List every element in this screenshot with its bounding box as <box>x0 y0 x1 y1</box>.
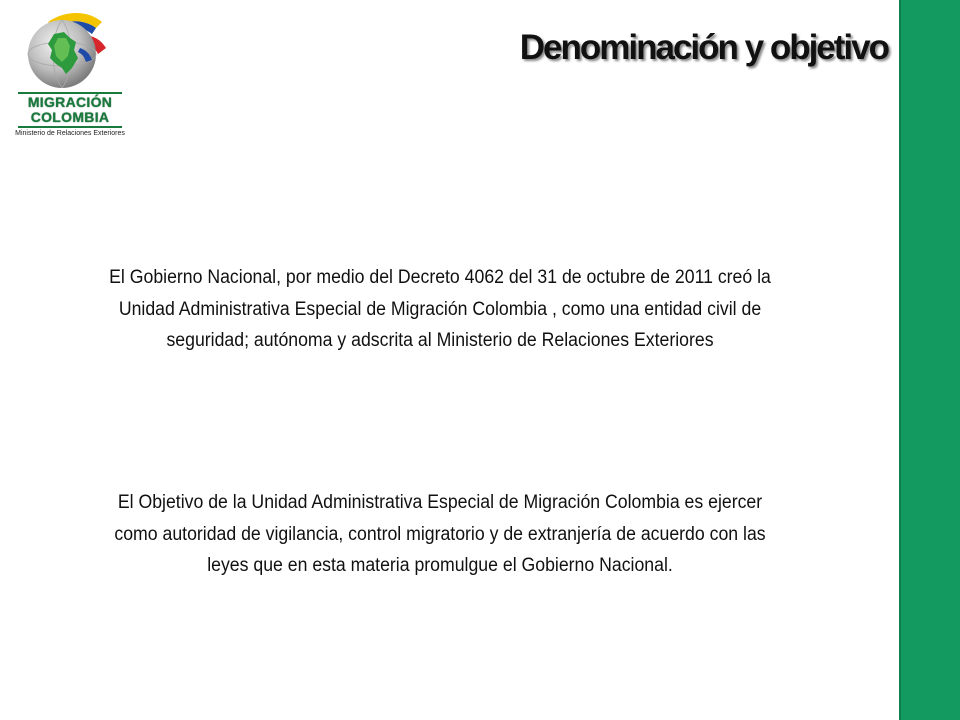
green-side-bar <box>899 0 960 720</box>
logo-line-migracion: MIGRACIÓN <box>18 92 122 110</box>
globe-emblem-icon <box>10 8 130 92</box>
green-side-bar-edge <box>899 0 901 720</box>
logo-line-colombia: COLOMBIA <box>18 110 122 128</box>
logo-wordmark <box>14 92 126 138</box>
paragraph-objetivo: El Objetivo de la Unidad Administrativa Especial de Migración Colombia es ejercer como autoridad de vigilancia, control migratorio y de extranjería de acuerdo con las leyes que en esta materia promulgue el Gobierno Nacional. <box>114 492 766 576</box>
migracion-colombia-logo <box>10 8 130 136</box>
paragraph-denominacion: El Gobierno Nacional, por medio del Decreto 4062 del 31 de octubre de 2011 creó la Unidad Administrativa Especial de Migración Colombia , como una entidad civil de seguridad; autónoma y adscrita al Ministerio de Relaciones Exteriores <box>109 267 771 351</box>
slide-title: Denominación y objetivo <box>519 28 888 67</box>
logo-subtitle: Ministerio de Relaciones Exteriores <box>15 130 125 137</box>
